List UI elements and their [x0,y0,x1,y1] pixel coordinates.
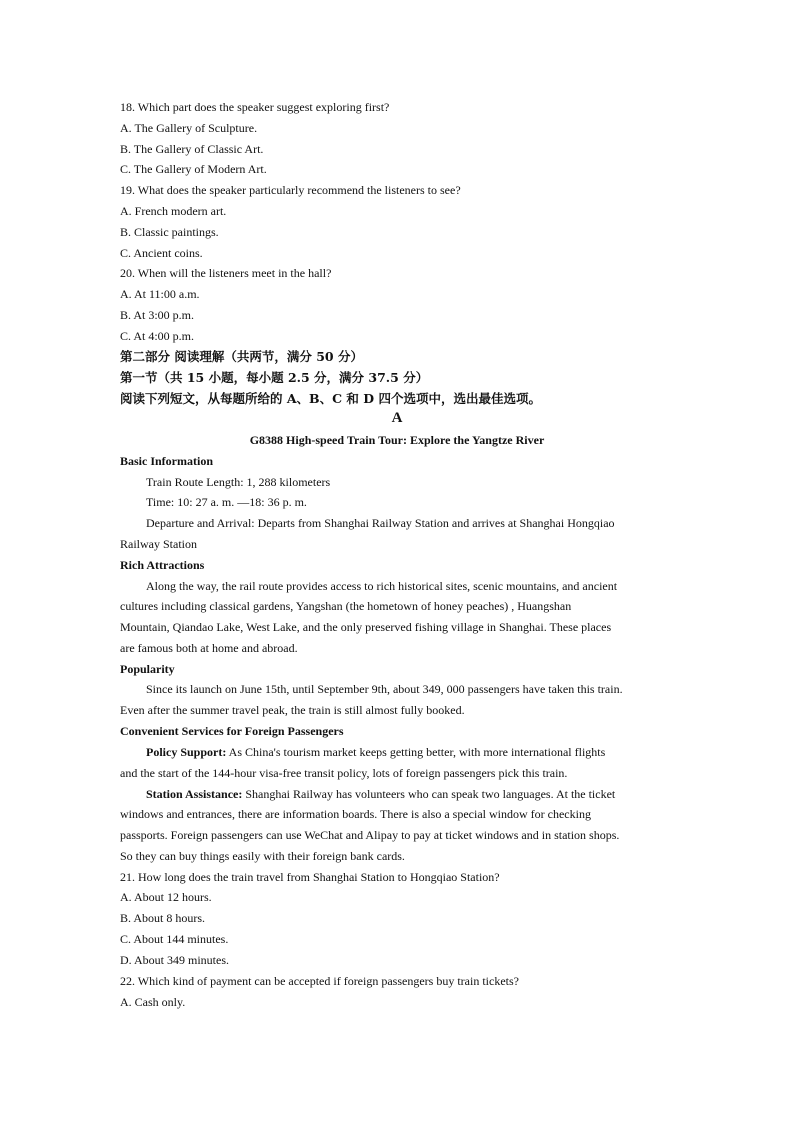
train-time: Time: 10: 27 a. m. —18: 36 p. m. [146,495,307,509]
attractions-line: are famous both at home and abroad. [120,641,298,655]
services-heading: Convenient Services for Foreign Passengers [120,724,344,738]
attractions-line: Mountain, Qiandao Lake, West Lake, and the only preserved fishing village in Shanghai. These places [120,620,612,634]
question-18: 18. Which part does the speaker suggest exploring first? [120,100,390,114]
passage-letter: A [391,410,403,426]
q20-option-c: C. At 4:00 p.m. [120,329,195,343]
popularity-line: Since its launch on June 15th, until September 9th, about 349, 000 passengers have taken this train. [146,682,623,696]
q22-option-a: A. Cash only. [120,995,186,1009]
section-instruction: 阅读下列短文，从每题所给的 A、B、C 和 D 四个选项中，选出最佳选项。 [120,391,541,406]
part-heading: 第二部分 阅读理解（共两节，满分 50 分） [120,349,363,364]
q19-option-c: C. Ancient coins. [120,246,203,260]
q21-option-c: C. About 144 minutes. [120,932,229,946]
policy-support-text: As China's tourism market keeps getting better, with more international flights [226,745,606,759]
policy-support-label: Policy Support: [146,745,227,759]
attractions-line: cultures including classical gardens, Yangshan (the hometown of honey peaches) , Huangshan [120,599,572,613]
q18-option-a: A. The Gallery of Sculpture. [120,121,258,135]
q21-option-a: A. About 12 hours. [120,890,212,904]
popularity-heading: Popularity [120,662,175,676]
question-20: 20. When will the listeners meet in the hall? [120,266,332,280]
station-assistance-text: Shanghai Railway has volunteers who can speak two languages. At the ticket [242,787,616,801]
passage-title: G8388 High-speed Train Tour: Explore the Yangtze River [249,433,545,447]
question-21: 21. How long does the train travel from Shanghai Station to Hongqiao Station? [120,870,500,884]
attractions-heading: Rich Attractions [120,558,205,572]
q18-option-b: B. The Gallery of Classic Art. [120,142,264,156]
departure-line-2: Railway Station [120,537,197,551]
station-assistance-line [146,787,615,802]
section-sub-heading: 第一节（共 15 小题，每小题 2.5 分，满分 37.5 分） [120,370,429,385]
q20-option-a: A. At 11:00 a.m. [120,287,200,301]
popularity-line: Even after the summer travel peak, the train is still almost fully booked. [120,703,465,717]
q21-option-b: B. About 8 hours. [120,911,206,925]
q19-option-b: B. Classic paintings. [120,225,219,239]
q20-option-b: B. At 3:00 p.m. [120,308,195,322]
q19-option-a: A. French modern art. [120,204,227,218]
station-assistance-label: Station Assistance: [146,787,243,801]
q21-option-d: D. About 349 minutes. [120,953,230,967]
q18-option-c: C. The Gallery of Modern Art. [120,162,267,176]
policy-support-line [146,745,605,760]
route-length: Train Route Length: 1, 288 kilometers [146,475,331,489]
station-assistance-line: So they can buy things easily with their foreign bank cards. [120,849,405,863]
policy-support-line-2: and the start of the 144-hour visa-free transit policy, lots of foreign passengers pick this train. [120,766,568,780]
attractions-line: Along the way, the rail route provides access to rich historical sites, scenic mountains, and ancient [146,579,618,593]
basic-info-heading: Basic Information [120,454,213,468]
station-assistance-line: windows and entrances, there are information boards. There is also a special window for checking [120,807,591,821]
question-22: 22. Which kind of payment can be accepted if foreign passengers buy train tickets? [120,974,519,988]
departure-line-1: Departure and Arrival: Departs from Shanghai Railway Station and arrives at Shanghai Hongqiao [146,516,615,530]
station-assistance-line: passports. Foreign passengers can use WeChat and Alipay to pay at ticket windows and in station shops. [120,828,620,842]
question-19: 19. What does the speaker particularly recommend the listeners to see? [120,183,461,197]
